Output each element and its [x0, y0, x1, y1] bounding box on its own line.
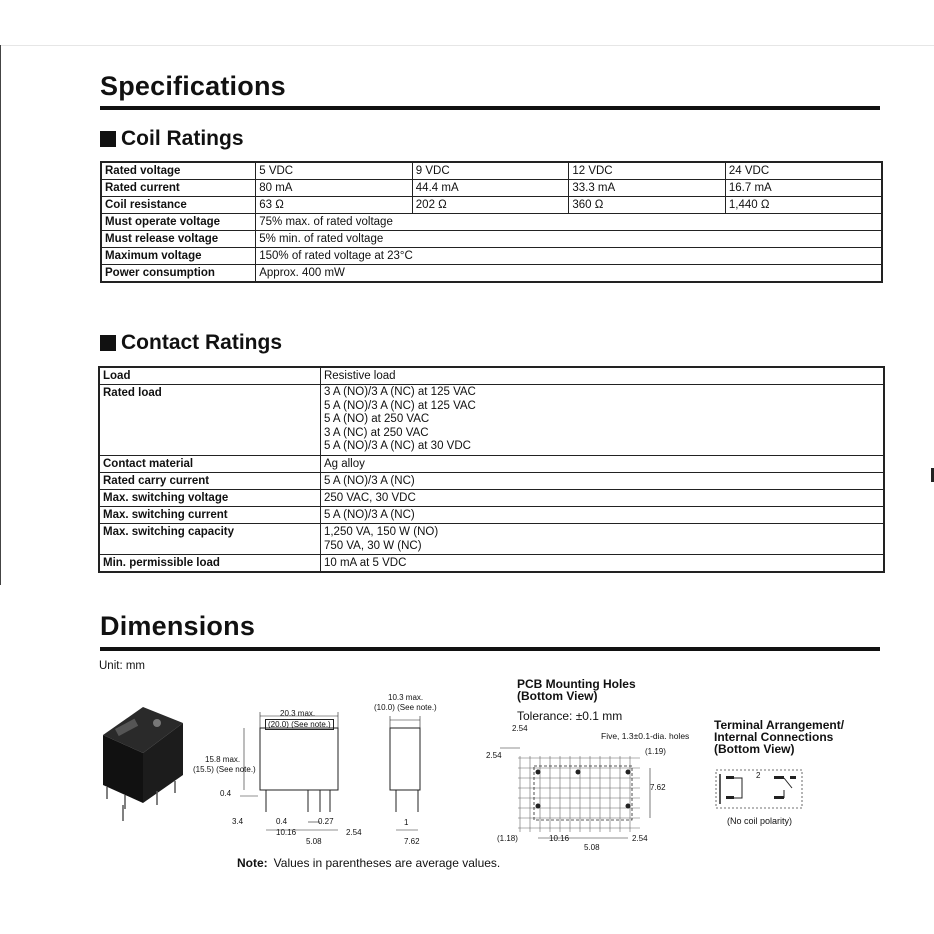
- pcb-holes: Five, 1.3±0.1-dia. holes: [601, 731, 690, 741]
- pcb-title: [517, 678, 636, 702]
- table-cell: [320, 455, 884, 472]
- cell-line: 3 A (NC) at 250 VAC: [323, 426, 429, 439]
- pcb-title-line: PCB Mounting Holes: [517, 677, 636, 691]
- contact-ratings-table: [98, 366, 885, 573]
- cell-line: 1,250 VA, 150 W (NO): [323, 525, 439, 538]
- row-label: Must release voltage: [101, 231, 256, 248]
- front-width-avg: (20.0) (See note.): [265, 719, 334, 730]
- pcb-d1016: 10.16: [549, 834, 570, 843]
- row-label: Max. switching voltage: [99, 489, 320, 506]
- front-d04b: 0.4: [276, 817, 288, 826]
- table-cell: 202 Ω: [412, 197, 569, 214]
- table-cell: 360 Ω: [569, 197, 726, 214]
- table-cell: 33.3 mA: [569, 180, 726, 197]
- table-row: [101, 214, 882, 231]
- table-cell: 16.7 mA: [725, 180, 882, 197]
- cell-line: 3 A (NO)/3 A (NC) at 125 VAC: [323, 386, 476, 398]
- specifications-rule: [100, 106, 880, 110]
- side-d1: 1: [404, 818, 409, 827]
- specifications-title: Specifications: [100, 71, 286, 101]
- note-label: Note:: [237, 856, 268, 870]
- table-row: [101, 180, 882, 197]
- table-row: [99, 523, 884, 554]
- side-width: 10.3 max.: [388, 693, 424, 702]
- table-cell: [320, 385, 884, 456]
- table-cell: Approx. 400 mW: [256, 265, 882, 283]
- row-label: Maximum voltage: [101, 248, 256, 265]
- table-row: [99, 455, 884, 472]
- table-row: [101, 265, 882, 283]
- terminal-title: [714, 719, 844, 755]
- coil-ratings-heading: [100, 127, 244, 151]
- terminal-title-line: (Bottom View): [714, 742, 795, 756]
- table-cell: [320, 367, 884, 385]
- table-cell: 75% max. of rated voltage: [256, 214, 882, 231]
- table-row: [99, 554, 884, 572]
- table-row: [99, 489, 884, 506]
- cell-line: Resistive load: [323, 370, 396, 382]
- bullet-square-icon: [100, 131, 116, 147]
- front-d34: 3.4: [232, 817, 244, 826]
- front-width: 20.3 max.: [280, 709, 316, 718]
- table-row: [99, 367, 884, 385]
- side-view-drawing: [380, 700, 450, 850]
- row-label: Contact material: [99, 455, 320, 472]
- terminal-title-line: Internal Connections: [714, 730, 834, 744]
- pcb-title-line: (Bottom View): [517, 689, 598, 703]
- contact-ratings-heading: [100, 331, 282, 355]
- table-cell: 63 Ω: [256, 197, 413, 214]
- row-label: Rated load: [99, 385, 320, 456]
- row-label: Min. permissible load: [99, 554, 320, 572]
- cell-line: 5 A (NO)/3 A (NC) at 30 VDC: [323, 440, 471, 452]
- front-d254: 2.54: [346, 828, 362, 837]
- table-row: [101, 231, 882, 248]
- front-d1016: 10.16: [276, 828, 297, 837]
- cell-line: 5 A (NO)/3 A (NC) at 125 VAC: [323, 399, 476, 412]
- pcb-d508: 5.08: [584, 843, 600, 852]
- table-cell: [320, 506, 884, 523]
- pcb-d254a: 2.54: [512, 724, 528, 733]
- table-row: [99, 506, 884, 523]
- row-label: Max. switching capacity: [99, 523, 320, 554]
- dimensions-title: Dimensions: [100, 611, 256, 641]
- cell-line: 750 VA, 30 W (NC): [323, 539, 422, 552]
- terminal-title-line: Terminal Arrangement/: [714, 718, 845, 732]
- table-cell: 5% min. of rated voltage: [256, 231, 882, 248]
- cell-line: 250 VAC, 30 VDC: [323, 491, 416, 504]
- front-d508: 5.08: [306, 837, 322, 846]
- table-row: [99, 472, 884, 489]
- pcb-grid-drawing: [490, 728, 660, 848]
- cell-line: 5 A (NO)/3 A (NC): [323, 474, 415, 487]
- pcb-d762: 7.62: [650, 783, 666, 792]
- front-d04a: 0.4: [220, 789, 232, 798]
- table-cell: [320, 523, 884, 554]
- terminal-pin2: 2: [756, 771, 761, 780]
- top-divider: [0, 45, 934, 46]
- row-label: Must operate voltage: [101, 214, 256, 231]
- table-row: [101, 248, 882, 265]
- table-cell: [320, 489, 884, 506]
- table-cell: 1,440 Ω: [725, 197, 882, 214]
- side-d762: 7.62: [404, 837, 420, 846]
- table-row: [101, 197, 882, 214]
- cell-line: Ag alloy: [323, 457, 365, 470]
- table-cell: 150% of rated voltage at 23°C: [256, 248, 882, 265]
- relay-illustration: [95, 695, 195, 825]
- table-cell: 5 VDC: [256, 162, 413, 180]
- row-label: Rated current: [101, 180, 256, 197]
- pcb-d254c: 2.54: [632, 834, 648, 843]
- row-label: Load: [99, 367, 320, 385]
- table-cell: 80 mA: [256, 180, 413, 197]
- pcb-d119: (1.19): [645, 747, 666, 756]
- coil-ratings-table: [100, 161, 883, 283]
- table-cell: 24 VDC: [725, 162, 882, 180]
- table-cell: 9 VDC: [412, 162, 569, 180]
- row-label: Rated voltage: [101, 162, 256, 180]
- left-border: [0, 45, 1, 585]
- front-height: 15.8 max.: [205, 755, 241, 764]
- front-d027: 0.27: [318, 817, 334, 826]
- dimensions-note: [237, 856, 500, 870]
- row-label: Max. switching current: [99, 506, 320, 523]
- cell-line: 10 mA at 5 VDC: [323, 556, 407, 569]
- dimensions-rule: [100, 647, 880, 651]
- note-text: Values in parentheses are average values.: [273, 856, 501, 870]
- side-width-avg: (10.0) (See note.): [374, 703, 437, 712]
- pcb-d118: (1.18): [497, 834, 518, 843]
- coil-ratings-title: Coil Ratings: [121, 127, 244, 150]
- front-height-avg: (15.5) (See note.): [193, 765, 256, 774]
- bullet-square-icon: [100, 335, 116, 351]
- cell-line: 5 A (NO) at 250 VAC: [323, 413, 430, 425]
- contact-ratings-title: Contact Ratings: [121, 331, 283, 354]
- terminal-polarity: (No coil polarity): [727, 816, 793, 826]
- table-cell: [320, 472, 884, 489]
- row-label: Power consumption: [101, 265, 256, 283]
- row-label: Coil resistance: [101, 197, 256, 214]
- table-row: [99, 385, 884, 456]
- cell-line: 5 A (NO)/3 A (NC): [323, 508, 415, 521]
- table-cell: 44.4 mA: [412, 180, 569, 197]
- pcb-d254b: 2.54: [486, 751, 502, 760]
- table-cell: 12 VDC: [569, 162, 726, 180]
- table-row: [101, 162, 882, 180]
- pcb-tolerance: Tolerance: ±0.1 mm: [517, 709, 623, 723]
- unit-label: Unit: mm: [99, 660, 145, 672]
- row-label: Rated carry current: [99, 472, 320, 489]
- table-cell: [320, 554, 884, 572]
